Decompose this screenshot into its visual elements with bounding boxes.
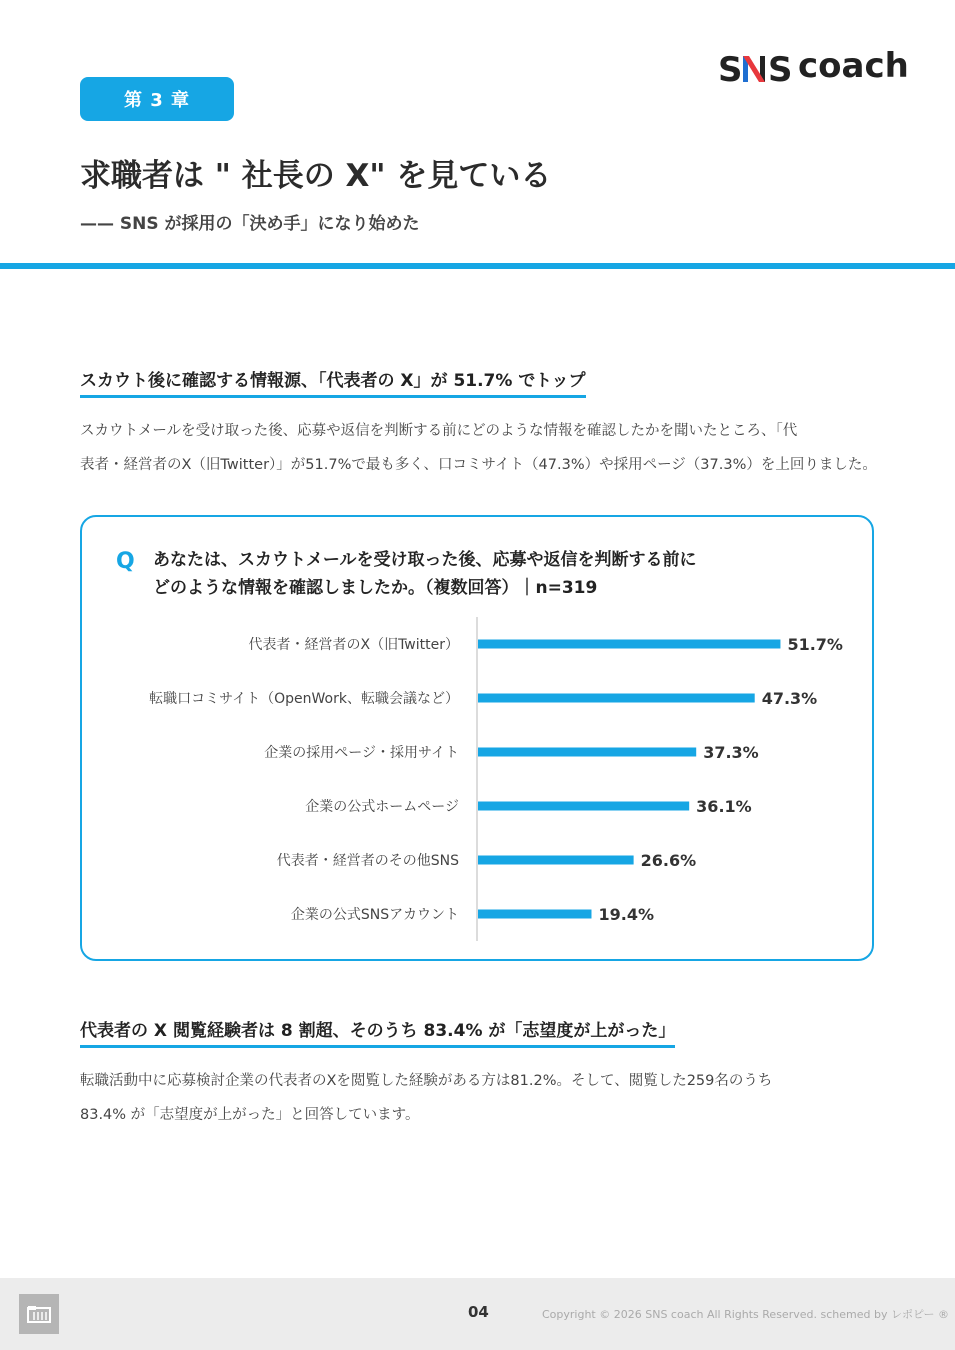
chapter-badge: 第 3 章 xyxy=(80,77,234,121)
svg-text:S: S xyxy=(718,50,743,88)
chart-value-label: 51.7% xyxy=(787,635,843,654)
folder-glyph xyxy=(27,1305,51,1323)
chart-value-label: 26.6% xyxy=(640,851,697,870)
chart-bar xyxy=(478,910,591,919)
sns-coach-logo xyxy=(718,46,909,88)
chart-value-label: 36.1% xyxy=(696,797,752,816)
svg-text:S: S xyxy=(768,50,793,88)
chart-bar xyxy=(478,802,689,811)
question-text xyxy=(153,546,697,602)
folder-icon xyxy=(19,1294,59,1334)
chart-category-label: 代表者・経営者のその他SNS xyxy=(276,853,459,869)
section-paragraph xyxy=(80,1064,880,1132)
page-title: 求職者は " 社長の X" を見ている xyxy=(80,158,552,194)
logo-n-glyph xyxy=(743,56,765,82)
chart-value-label: 37.3% xyxy=(703,743,759,762)
paragraph-line: 表者・経営者のX（旧Twitter）」が51.7%で最も多く、口コミサイト（47.3%）や採用ページ（37.3%）を上回りました。 xyxy=(80,457,877,473)
logo-text: coach xyxy=(798,46,909,86)
chart-bar xyxy=(478,748,696,757)
section-heading: 代表者の X 閲覧経験者は 8 割超、そのうち 83.4% が「志望度が上がった」 xyxy=(80,1016,675,1048)
chart-category-label: 企業の採用ページ・採用サイト xyxy=(264,745,459,761)
chart-bar xyxy=(478,856,634,865)
paragraph-line: 83.4% が「志望度が上がった」と回答しています。 xyxy=(80,1107,420,1123)
page-subtitle: —— SNS が採用の「決め手」になり始めた xyxy=(80,214,420,234)
copyright-text: Copyright © 2026 SNS coach All Rights Reserved. schemed by レポピー ® xyxy=(542,1308,950,1321)
question-line: あなたは、スカウトメールを受け取った後、応募や返信を判断する前に xyxy=(153,550,697,570)
question-mark: Q xyxy=(116,549,135,574)
chart-value-label: 47.3% xyxy=(761,689,818,708)
section-paragraph xyxy=(80,414,880,482)
section-heading: スカウト後に確認する情報源、「代表者の X」が 51.7% でトップ xyxy=(80,366,586,398)
chart-category-label: 企業の公式ホームページ xyxy=(305,799,459,815)
chart-category-label: 企業の公式SNSアカウント xyxy=(290,907,459,923)
chart-bar xyxy=(478,640,780,649)
question-line: どのような情報を確認しましたか。（複数回答）｜n=319 xyxy=(153,578,598,598)
chart-category-label: 転職口コミサイト（OpenWork、転職会議など） xyxy=(149,691,459,707)
chart-bar xyxy=(478,694,755,703)
paragraph-line: 転職活動中に応募検討企業の代表者のXを閲覧した経験がある方は81.2%。そして、閲覧した259名のうち xyxy=(80,1073,773,1089)
bar-chart xyxy=(100,615,860,945)
chart-value-label: 19.4% xyxy=(598,905,655,924)
page-number: 04 xyxy=(468,1303,489,1321)
header-rule xyxy=(0,263,955,269)
chart-category-label: 代表者・経営者のX（旧Twitter） xyxy=(248,637,459,653)
paragraph-line: スカウトメールを受け取った後、応募や返信を判断する前にどのような情報を確認したかを聞いたところ、「代 xyxy=(80,423,798,439)
